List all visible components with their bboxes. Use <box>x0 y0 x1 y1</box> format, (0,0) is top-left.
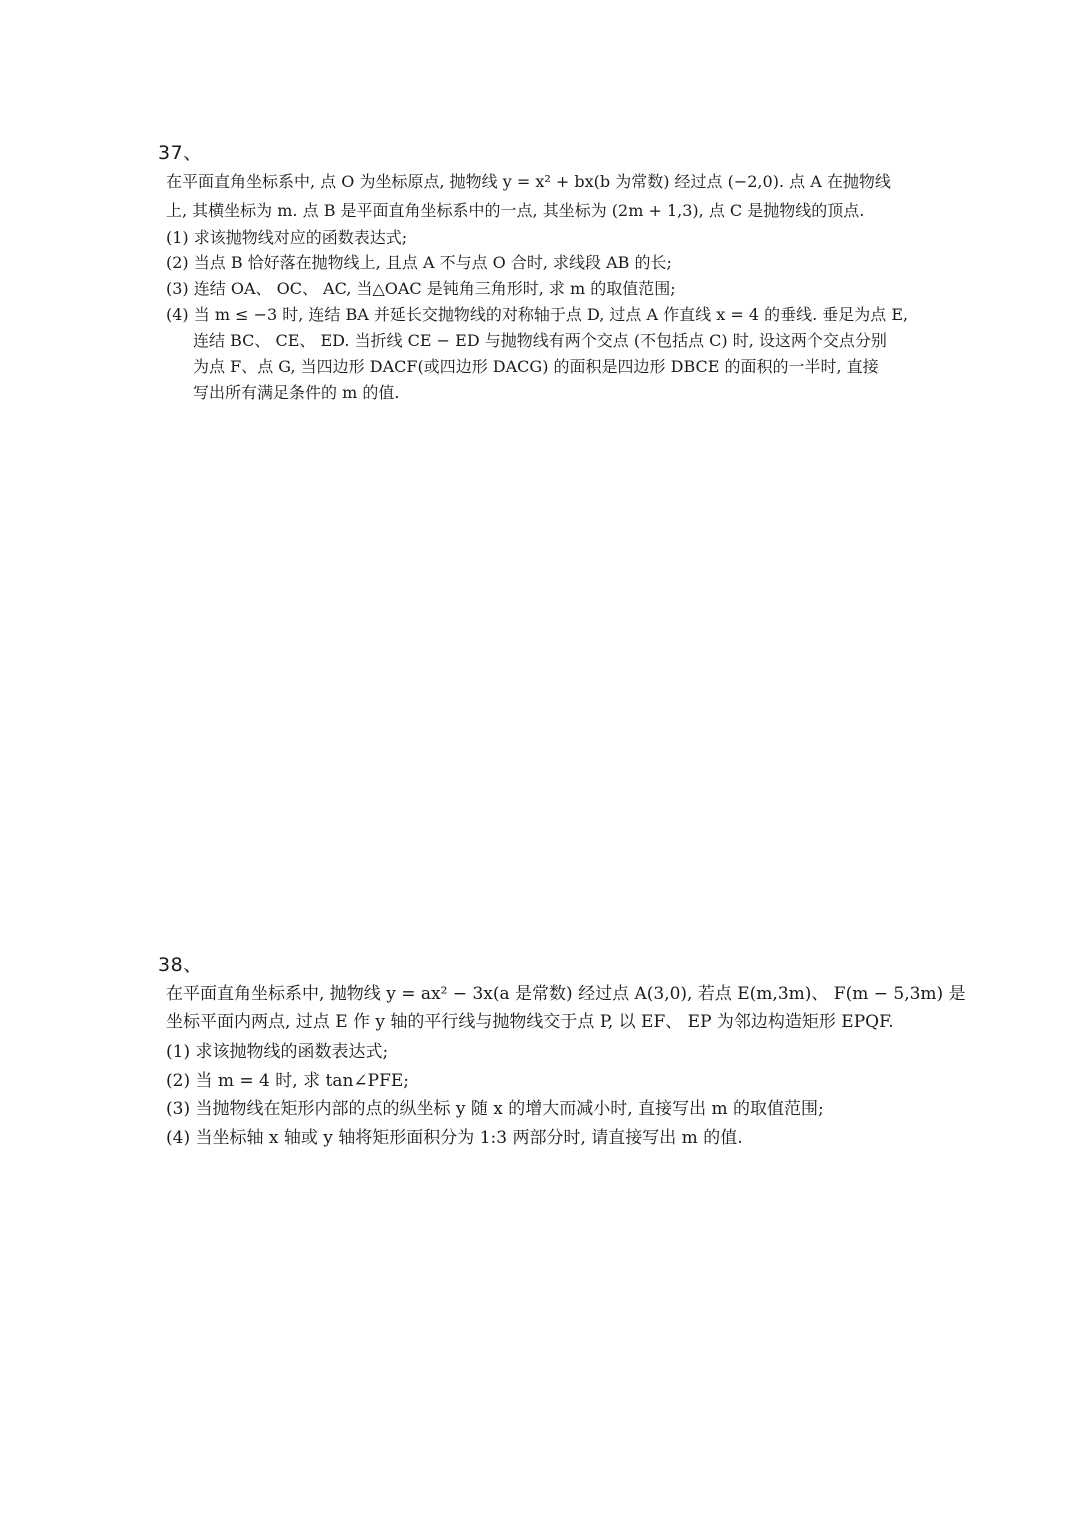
problem-number: 37、 <box>158 142 203 164</box>
problem-stem-line: 在平面直角坐标系中, 抛物线 y = ax² − 3x(a 是常数) 经过点 A(3,0), 若点 E(m,3m)、 F(m − 5,3m) 是 <box>166 984 966 1004</box>
problem-stem-line: 上, 其横坐标为 m. 点 B 是平面直角坐标系中的一点, 其坐标为 (2m + 1,3), 点 C 是抛物线的顶点. <box>166 201 865 220</box>
question-4-continued: 连结 BC、 CE、 ED. 当折线 CE − ED 与抛物线有两个交点 (不包括点 C) 时, 设这两个交点分别 <box>193 331 887 350</box>
question-1: (1) 求该抛物线的函数表达式; <box>166 1042 389 1062</box>
question-3: (3) 连结 OA、 OC、 AC, 当△OAC 是钝角三角形时, 求 m 的取值范围; <box>166 279 676 298</box>
problem-number: 38、 <box>158 954 203 976</box>
question-4-continued: 为点 F、点 G, 当四边形 DACF(或四边形 DACG) 的面积是四边形 DBCE 的面积的一半时, 直接 <box>193 357 879 376</box>
problem-stem-line: 坐标平面内两点, 过点 E 作 y 轴的平行线与抛物线交于点 P, 以 EF、 EP 为邻边构造矩形 EPQF. <box>166 1012 894 1032</box>
question-1: (1) 求该抛物线对应的函数表达式; <box>166 228 408 247</box>
problem-stem-line: 在平面直角坐标系中, 点 O 为坐标原点, 抛物线 y = x² + bx(b 为常数) 经过点 (−2,0). 点 A 在抛物线 <box>166 172 891 191</box>
question-3: (3) 当抛物线在矩形内部的点的纵坐标 y 随 x 的增大而减小时, 直接写出 m 的取值范围; <box>166 1099 824 1119</box>
question-2: (2) 当 m = 4 时, 求 tan∠PFE; <box>166 1071 410 1091</box>
question-4: (4) 当 m ≤ −3 时, 连结 BA 并延长交抛物线的对称轴于点 D, 过点 A 作直线 x = 4 的垂线. 垂足为点 E, <box>166 305 909 324</box>
question-4-continued: 写出所有满足条件的 m 的值. <box>193 383 400 402</box>
question-4: (4) 当坐标轴 x 轴或 y 轴将矩形面积分为 1:3 两部分时, 请直接写出 m 的值. <box>166 1128 743 1148</box>
question-2: (2) 当点 B 恰好落在抛物线上, 且点 A 不与点 O 合时, 求线段 AB 的长; <box>166 253 672 272</box>
